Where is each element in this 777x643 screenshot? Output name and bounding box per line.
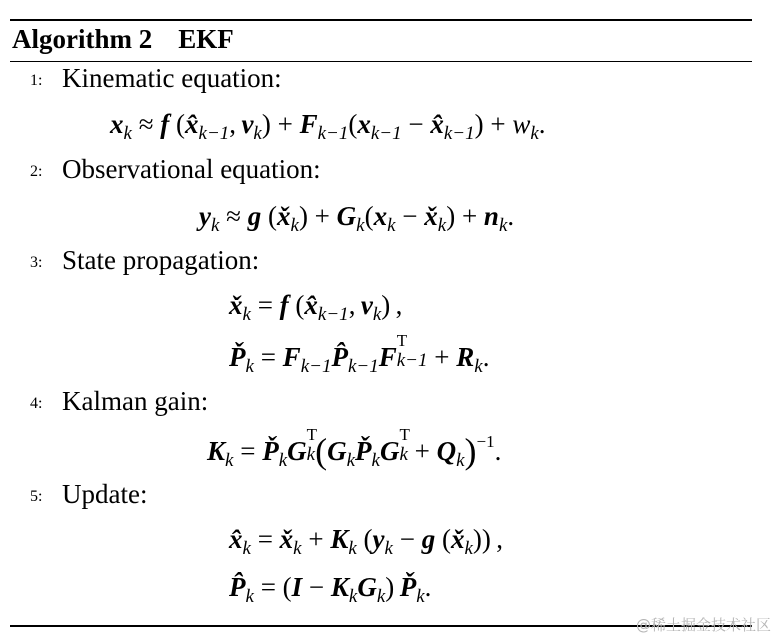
equation-update-state: $x̂_k$ = $x̌_k + K_k$ ($y_k - g$ $(x̌_k)$) , <box>229 524 504 559</box>
step-3 <box>30 245 259 276</box>
header-rule <box>10 61 752 62</box>
step-label: Observational equation: <box>62 154 321 184</box>
algorithm-label: Algorithm 2 <box>12 24 153 54</box>
step-label: Update: <box>62 479 148 509</box>
step-number: 3: <box>30 254 43 271</box>
step-2 <box>30 154 321 185</box>
equation-propagation-cov: $P̌_k$ = $F_{k-1}P̂_{k-1}F$ T $k-1 + R_k$. <box>229 331 490 377</box>
equation-observational: $y_k \approx g$ $(x̌_k) + G_k(x_k$ − $x̌_k) + n_k$. <box>199 201 515 236</box>
algorithm-name: EKF <box>178 24 234 54</box>
step-number: 5: <box>30 488 43 505</box>
step-number: 2: <box>30 163 43 180</box>
algorithm-title <box>12 24 234 55</box>
step-label: State propagation: <box>62 245 260 275</box>
step-number: 4: <box>30 395 43 412</box>
step-4 <box>30 386 208 417</box>
equation-kalman-gain: $K_k$ = $P̌_kG$ T $k(G_kP̌_kG$ T $k + Q_k)^{-1}$. <box>207 425 502 471</box>
equation-propagation-state: $x̌_k = f$ ($x̂_{k-1}$, $v_k$) , <box>229 290 403 325</box>
watermark: @稀土掘金技术社区 <box>635 616 771 634</box>
step-number: 1: <box>30 72 43 89</box>
equation-kinematic: $x_k \approx f$ ($x̂_{k-1}$, $v_k) + F_{k-1}(x_{k-1}$ − $x̂_{k-1}) + w_k$. <box>110 109 546 144</box>
step-5 <box>30 479 147 510</box>
step-1 <box>30 63 282 94</box>
top-rule <box>10 19 752 21</box>
step-label: Kalman gain: <box>62 386 209 416</box>
equation-update-cov: $P̂_k = (I - K_kG_k)$ $P̌_k$. <box>229 572 432 607</box>
step-label: Kinematic equation: <box>62 63 282 93</box>
